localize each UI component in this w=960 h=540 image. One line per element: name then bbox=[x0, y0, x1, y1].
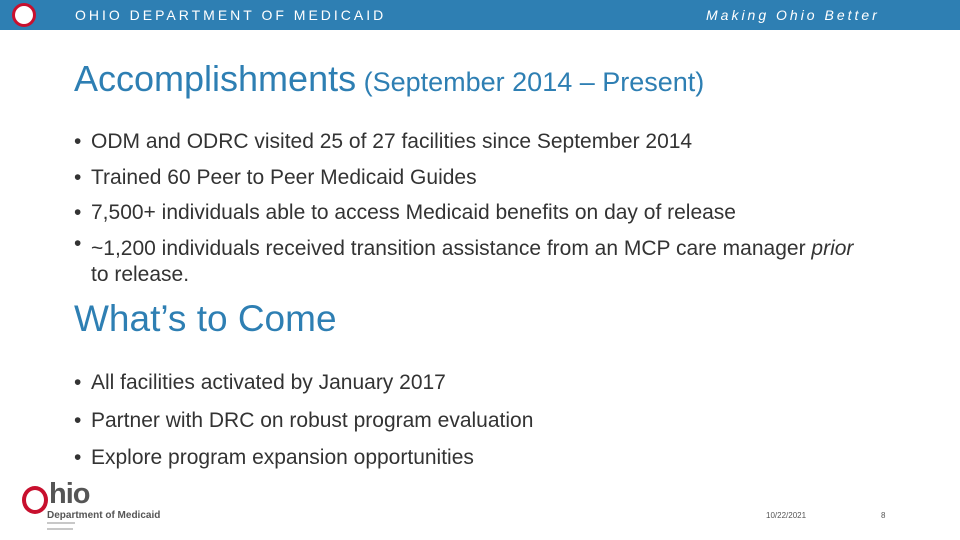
header-bar bbox=[0, 0, 960, 30]
logo-wordmark: hio bbox=[49, 478, 90, 510]
logo-fine-print bbox=[47, 528, 73, 530]
list-item: • ODM and ODRC visited 25 of 27 facilities since September 2014 bbox=[74, 124, 874, 160]
list-item bbox=[74, 231, 874, 288]
header-logo-ring-icon bbox=[12, 3, 36, 27]
list-item: • All facilities activated by January 2017 bbox=[74, 364, 533, 402]
logo-dept-name: Department of Medicaid bbox=[47, 510, 161, 521]
list-item-text: ~1,200 individuals received transition assistance from an MCP care manager bbox=[91, 236, 812, 260]
slide-title bbox=[74, 58, 704, 100]
list-item: • 7,500+ individuals able to access Medicaid benefits on day of release bbox=[74, 195, 874, 231]
slide-title-main: Accomplishments bbox=[74, 58, 357, 99]
list-item-text-end: to release. bbox=[91, 262, 190, 286]
header-org-name: OHIO DEPARTMENT OF MEDICAID bbox=[75, 7, 387, 23]
slide-title-suffix: (September 2014 – Present) bbox=[356, 67, 705, 97]
footer-date: 10/22/2021 bbox=[766, 511, 807, 520]
page-number: 8 bbox=[881, 511, 886, 520]
ohio-medicaid-logo bbox=[22, 478, 172, 536]
accomplishments-list bbox=[74, 124, 874, 288]
section-heading: What’s to Come bbox=[74, 298, 337, 339]
list-item: • Partner with DRC on robust program evaluation bbox=[74, 402, 533, 440]
header-tagline: Making Ohio Better bbox=[706, 7, 880, 23]
logo-fine-print bbox=[47, 522, 75, 524]
logo-ring-icon bbox=[22, 486, 48, 514]
list-item: • Explore program expansion opportunities bbox=[74, 439, 533, 477]
coming-list bbox=[74, 364, 533, 477]
list-item-emphasis: prior bbox=[811, 236, 854, 260]
list-item: • Trained 60 Peer to Peer Medicaid Guides bbox=[74, 160, 874, 196]
